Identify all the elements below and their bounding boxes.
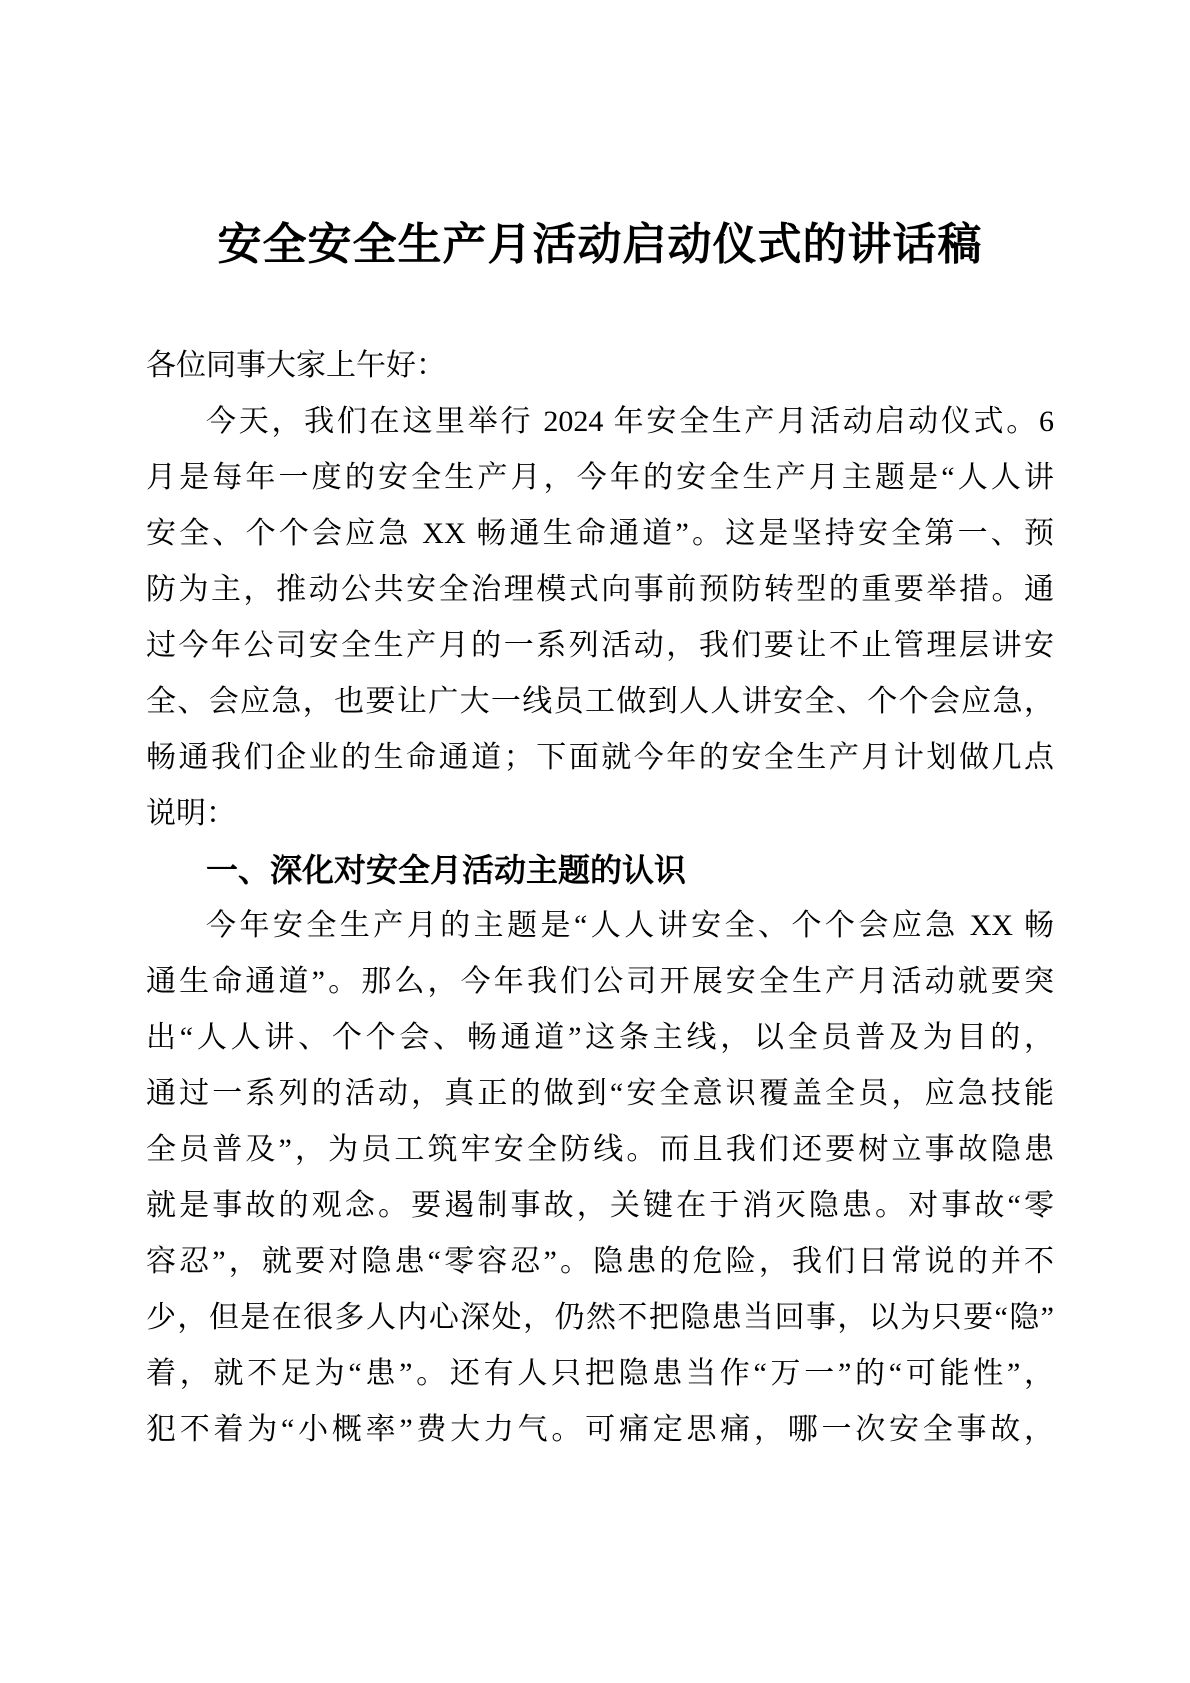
body-line: 月是每年一度的安全生产月，今年的安全生产月主题是“人人讲 xyxy=(146,461,1054,494)
body-line: 通生命通道”。那么，今年我们公司开展安全生产月活动就要突 xyxy=(146,965,1054,998)
body-line: 说明： xyxy=(146,797,236,830)
body-line: 过今年公司安全生产月的一系列活动，我们要让不止管理层讲安 xyxy=(146,629,1054,662)
body-line: 犯不着为“小概率”费大力气。可痛定思痛，哪一次安全事故， xyxy=(146,1413,1054,1446)
body-line: 今天，我们在这里举行 2024 年安全生产月活动启动仪式。6 xyxy=(206,405,1054,438)
body-line: 通过一系列的活动，真正的做到“安全意识覆盖全员，应急技能 xyxy=(146,1077,1054,1110)
document-body xyxy=(146,338,1054,1458)
body-line: 防为主，推动公共安全治理模式向事前预防转型的重要举措。通 xyxy=(146,573,1054,606)
body-line: 全员普及”，为员工筑牢安全防线。而且我们还要树立事故隐患 xyxy=(146,1133,1054,1166)
section-heading: 一、深化对安全月活动主题的认识 xyxy=(206,852,687,888)
body-line: 畅通我们企业的生命通道；下面就今年的安全生产月计划做几点 xyxy=(146,741,1054,774)
body-line: 今年安全生产月的主题是“人人讲安全、个个会应急 XX 畅 xyxy=(206,909,1054,942)
body-line: 少，但是在很多人内心深处，仍然不把隐患当回事，以为只要“隐” xyxy=(146,1301,1054,1334)
body-line: 出“人人讲、个个会、畅通道”这条主线，以全员普及为目的， xyxy=(146,1021,1054,1054)
salutation-line: 各位同事大家上午好： xyxy=(146,349,446,382)
body-line: 就是事故的观念。要遏制事故，关键在于消灭隐患。对事故“零 xyxy=(146,1189,1054,1222)
body-line: 全、会应急，也要让广大一线员工做到人人讲安全、个个会应急， xyxy=(146,685,1054,718)
document-title: 安全安全生产月活动启动仪式的讲话稿 xyxy=(217,220,983,269)
body-line: 容忍”，就要对隐患“零容忍”。隐患的危险，我们日常说的并不 xyxy=(146,1245,1054,1278)
body-line: 着，就不足为“患”。还有人只把隐患当作“万一”的“可能性”， xyxy=(146,1357,1054,1390)
body-line: 安全、个个会应急 XX 畅通生命通道”。这是坚持安全第一、预 xyxy=(146,517,1054,550)
